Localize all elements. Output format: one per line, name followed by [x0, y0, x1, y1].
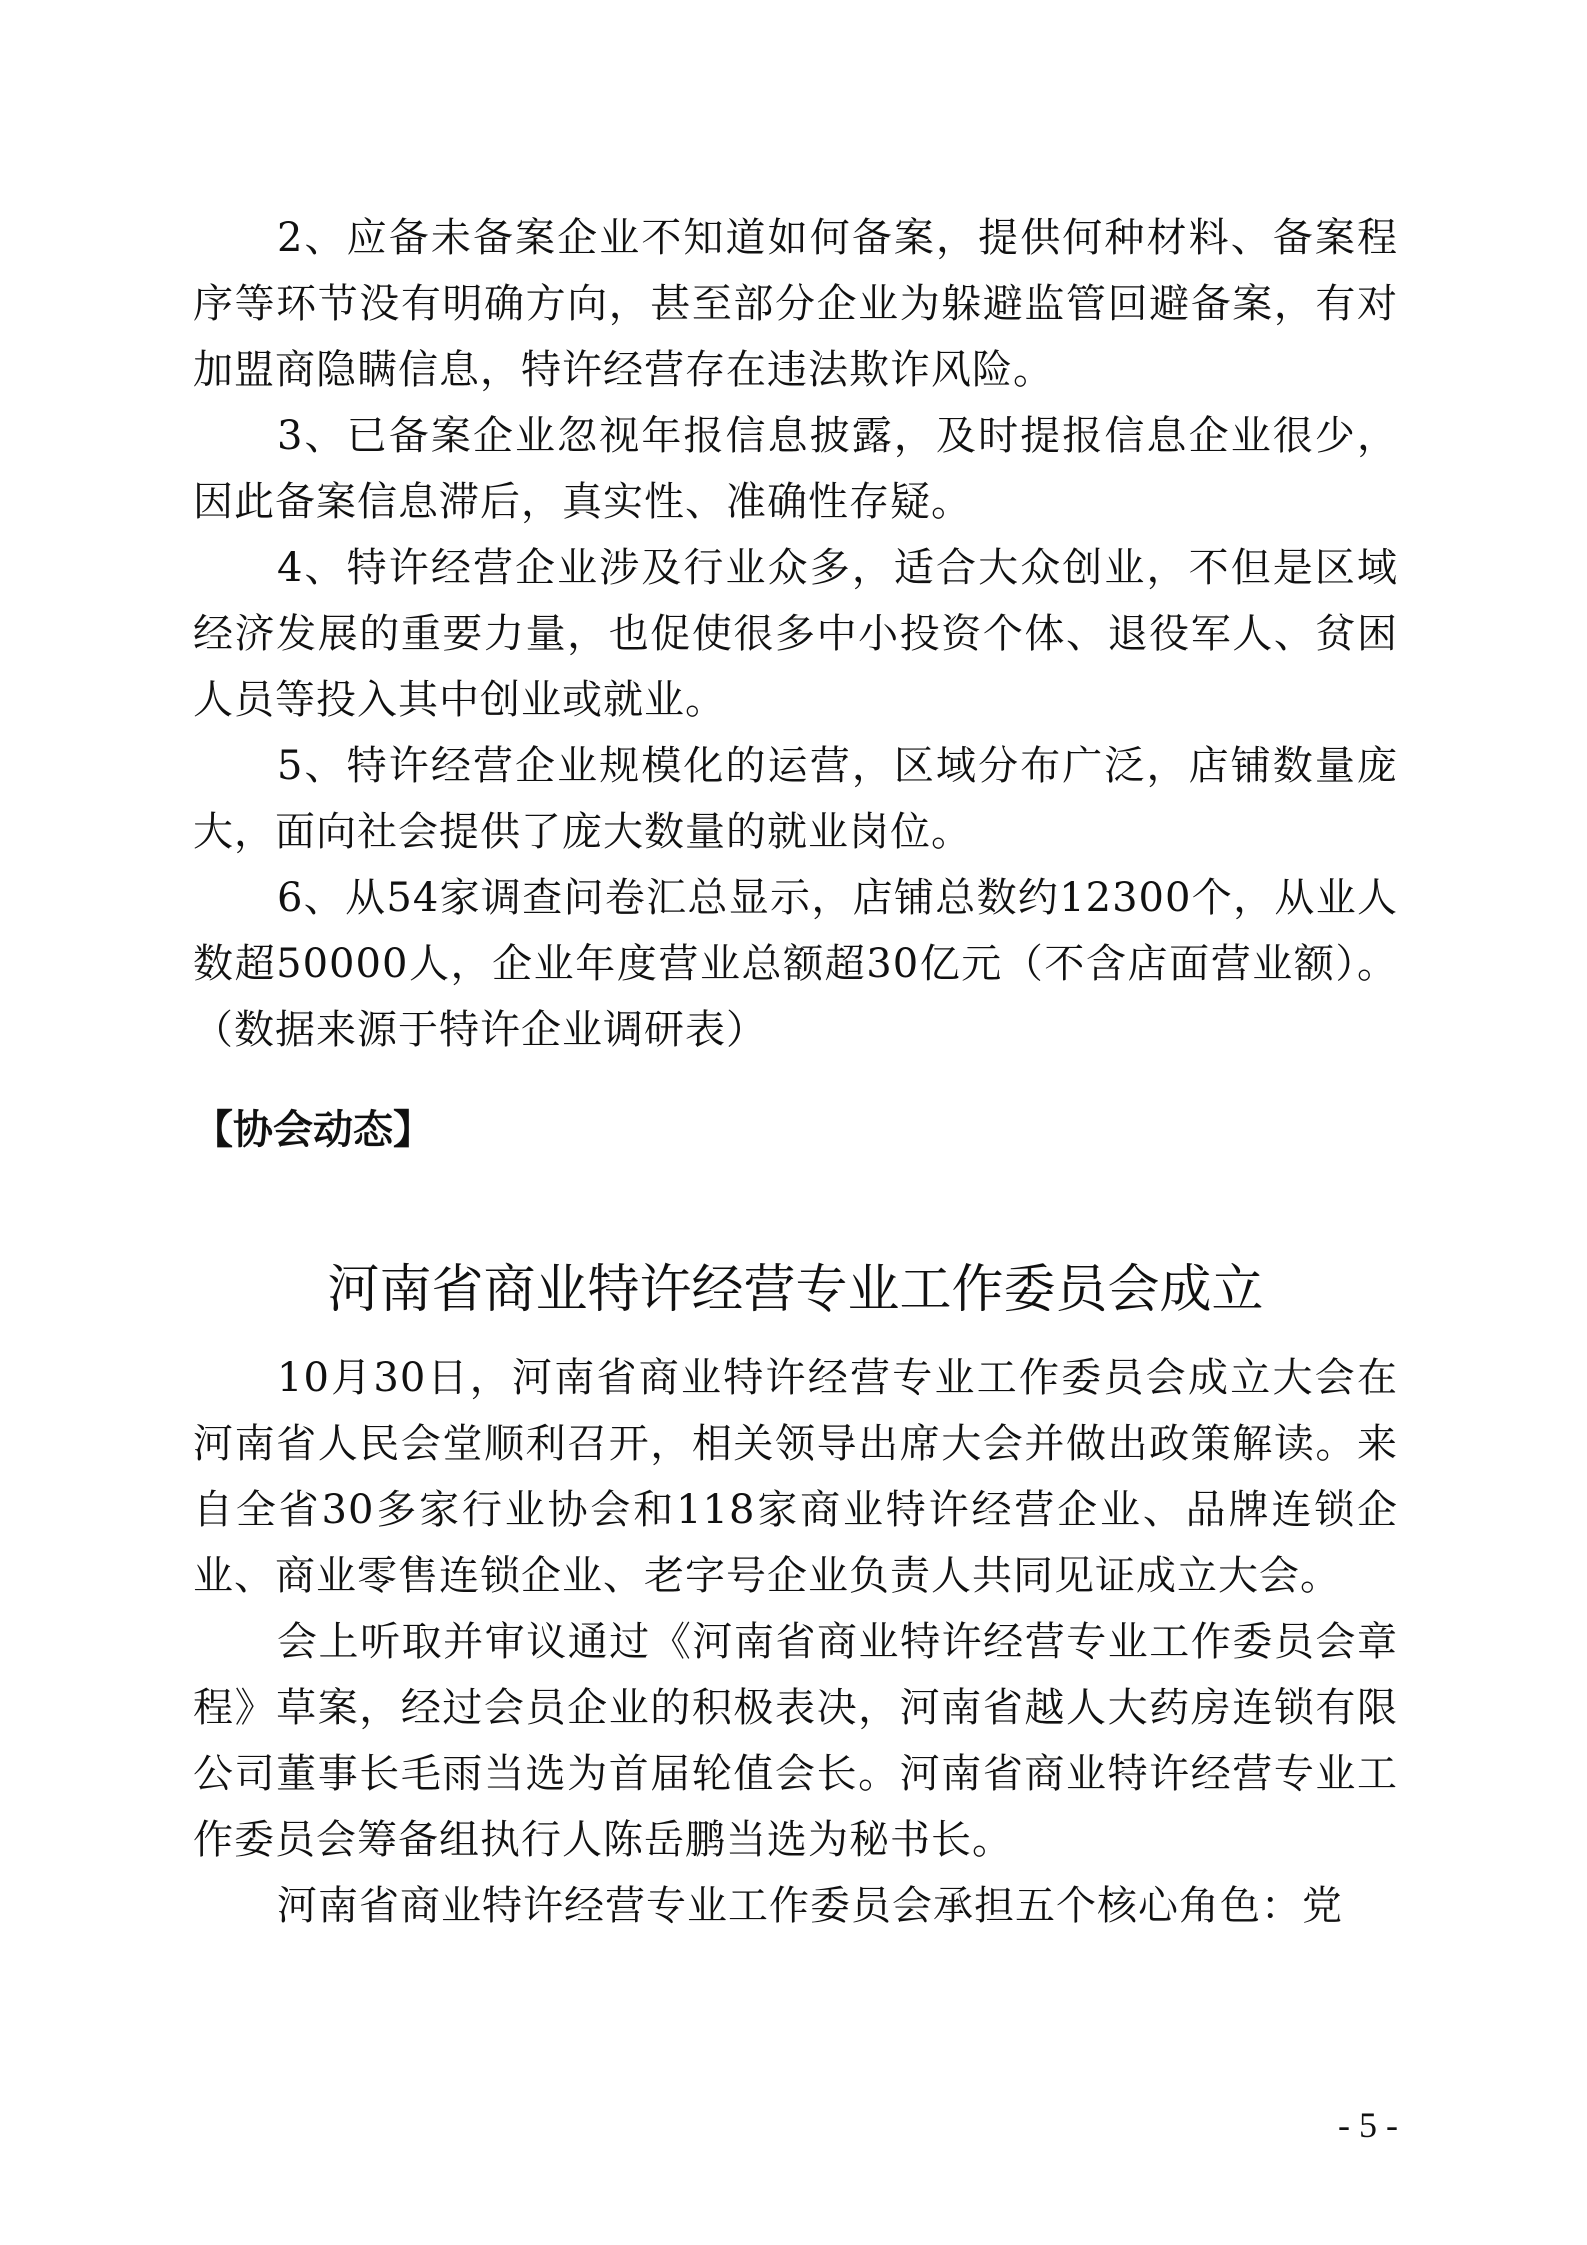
paragraph: 2、应备未备案企业不知道如何备案，提供何种材料、备案程序等环节没有明确方向，甚至部分企业为躲避监管回避备案，有对加盟商隐瞒信息，特许经营存在违法欺诈风险。 — [193, 215, 1398, 393]
paragraph: 4、特许经营企业涉及行业众多，适合大众创业，不但是区域经济发展的重要力量，也促使很多中小投资个体、退役军人、贫困人员等投入其中创业或就业。 — [193, 545, 1398, 723]
paragraph: 3、已备案企业忽视年报信息披露，及时提报信息企业很少，因此备案信息滞后，真实性、准确性存疑。 — [193, 413, 1398, 525]
article-title: 河南省商业特许经营专业工作委员会成立 — [327, 1259, 1264, 1320]
paragraph: 河南省商业特许经营专业工作委员会承担五个核心角色：党 — [277, 1883, 1343, 1929]
paragraph: 5、特许经营企业规模化的运营，区域分布广泛，店铺数量庞大，面向社会提供了庞大数量的就业岗位。 — [193, 743, 1398, 855]
article-body — [193, 1345, 1398, 1939]
page-number: - 5 - — [1338, 2105, 1398, 2145]
paragraph: 6、从54家调查问卷汇总显示，店铺总数约12300个，从业人数超50000人，企业年度营业总额超30亿元（不含店面营业额）。（数据来源于特许企业调研表） — [193, 875, 1398, 1053]
paragraph: 会上听取并审议通过《河南省商业特许经营专业工作委员会章程》草案，经过会员企业的积极表决，河南省越人大药房连锁有限公司董事长毛雨当选为首届轮值会长。河南省商业特许经营专业工作委员会筹备组执行人陈岳鹏当选为秘书长。 — [193, 1619, 1398, 1863]
report-findings — [193, 205, 1398, 1063]
paragraph: 10月30日，河南省商业特许经营专业工作委员会成立大会在河南省人民会堂顺利召开，相关领导出席大会并做出政策解读。来自全省30多家行业协会和118家商业特许经营企业、品牌连锁企业、商业零售连锁企业、老字号企业负责人共同见证成立大会。 — [193, 1355, 1398, 1599]
section-label: 【协会动态】 — [193, 1107, 433, 1153]
